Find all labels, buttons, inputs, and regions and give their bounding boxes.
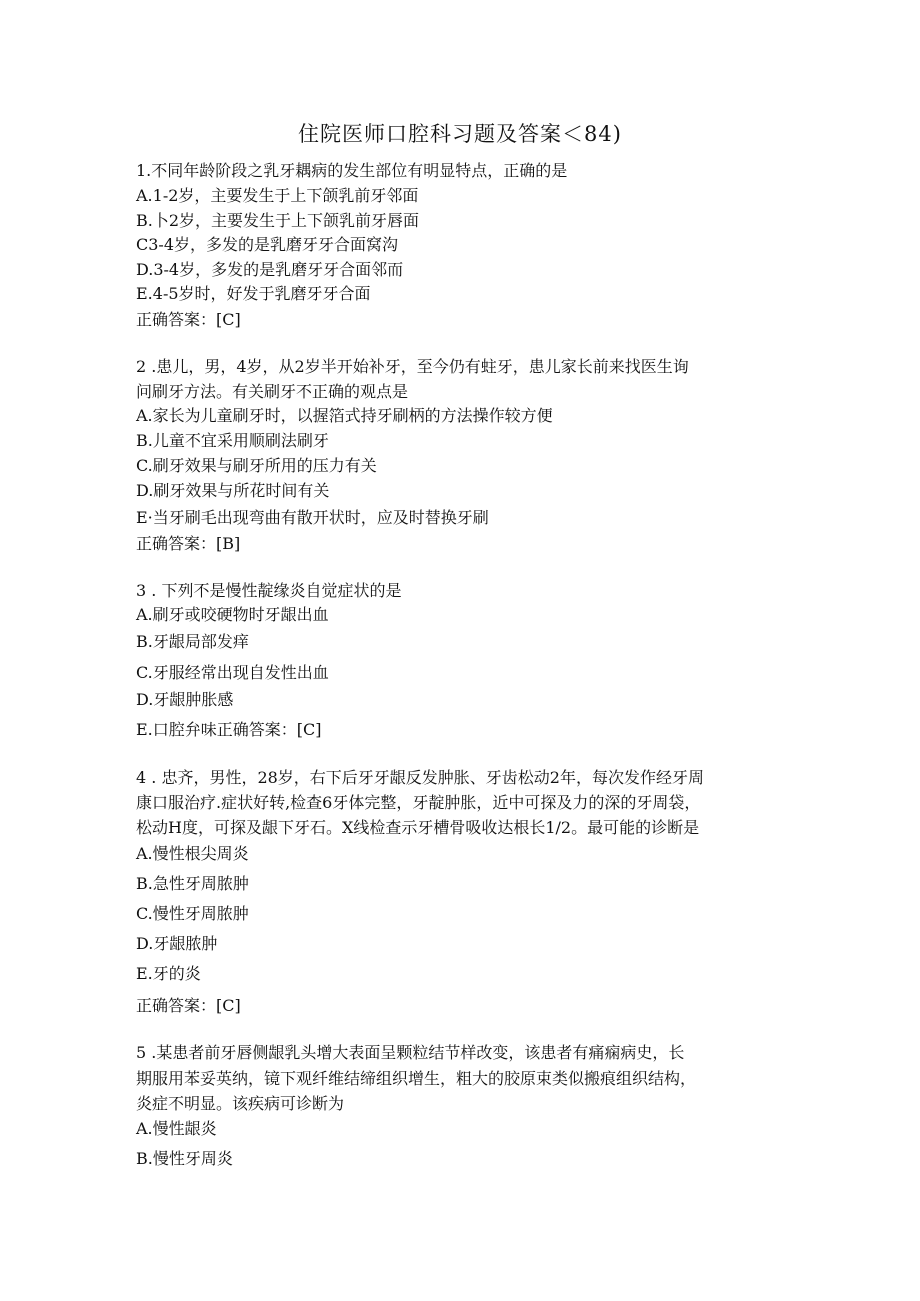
- question-1-option-d: D.3-4岁，多发的是乳磨牙牙合面邻而: [136, 260, 404, 279]
- question-3-option-d: D.牙龈肿胀感: [136, 690, 234, 709]
- question-5-option-b: B.慢性牙周炎: [136, 1149, 233, 1168]
- question-3-option-a: A.刷牙或咬硬物时牙龈出血: [136, 605, 329, 624]
- question-5-stem-line-2: 期服用苯妥英纳，镜下观纤维结缔组织增生，粗大的胶原束类似搬痕组织结构，: [136, 1069, 697, 1088]
- question-4-answer: 正确答案：[C]: [136, 996, 241, 1015]
- question-3-stem: 3 . 下列不是慢性靛缘炎自觉症状的是: [136, 581, 402, 600]
- question-1-option-b: B.卜2岁，主要发生于上下颌乳前牙唇面: [136, 211, 420, 230]
- question-2-option-c: C.刷牙效果与刷牙所用的压力有关: [136, 456, 377, 475]
- question-3-option-b: B.牙龈局部发痒: [136, 632, 249, 651]
- question-5-stem-line-1: 5 .某患者前牙唇侧龈乳头增大表面呈颗粒结节样改变，该患者有痛痫病史，长: [136, 1043, 685, 1062]
- question-3-option-c: C.牙服经常出现自发性出血: [136, 663, 329, 682]
- question-2-option-e: E·当牙刷毛出现弯曲有散开状时，应及时替换牙刷: [136, 508, 489, 527]
- page-title: 住院医师口腔科习题及答案＜84): [298, 122, 622, 146]
- question-1-stem: 1.不同年龄阶段之乳牙耦病的发生部位有明显特点，正确的是: [136, 161, 568, 180]
- question-1-option-e: E.4-5岁时，好发于乳磨牙牙合面: [136, 284, 371, 303]
- question-3-option-e-answer: E.口腔弁味正确答案：[C]: [136, 720, 322, 739]
- question-5-option-a: A.慢性龈炎: [136, 1119, 217, 1138]
- question-2-option-a: A.家长为儿童刷牙时，以握箔式持牙刷柄的方法操作较方便: [136, 406, 553, 425]
- question-2-option-b: B.儿童不宜采用顺刷法刷牙: [136, 431, 329, 450]
- question-4-option-d: D.牙龈脓肿: [136, 934, 218, 953]
- question-4-option-e: E.牙的炎: [136, 964, 201, 983]
- question-4-option-b: B.急性牙周脓肿: [136, 874, 249, 893]
- question-4-stem-line-2: 康口服治疗.症状好转,检查6牙体完整，牙靛肿胀，近中可探及力的深的牙周袋，: [136, 793, 701, 812]
- question-4-option-a: A.慢性根尖周炎: [136, 844, 249, 863]
- question-4-stem-line-1: 4 . 忠齐，男性，28岁，右下后牙牙龈反发肿胀、牙齿松动2年，每次发作经牙周: [136, 768, 704, 787]
- question-4-option-c: C.慢性牙周脓肿: [136, 904, 249, 923]
- question-1-option-a: A.1-2岁，主要发生于上下颌乳前牙邻面: [136, 186, 419, 205]
- question-4-stem-line-3: 松动H度，可探及龈下牙石。X线检查示牙槽骨吸收达根长1/2。最可能的诊断是: [136, 818, 700, 837]
- question-2-option-d: D.刷牙效果与所花时间有关: [136, 481, 330, 500]
- question-1-answer: 正确答案：[C]: [136, 310, 241, 329]
- question-2-stem-line-2: 问刷牙方法。有关刷牙不正确的观点是: [136, 382, 409, 401]
- question-2-stem-line-1: 2 .患儿，男，4岁，从2岁半开始补牙，至今仍有蛀牙，患儿家长前来找医生询: [136, 357, 689, 376]
- question-1-option-c: C3-4岁，多发的是乳磨牙牙合面窝沟: [136, 235, 399, 254]
- question-5-stem-line-3: 炎症不明显。该疾病可诊断为: [136, 1094, 345, 1113]
- question-2-answer: 正确答案：[B]: [136, 534, 241, 553]
